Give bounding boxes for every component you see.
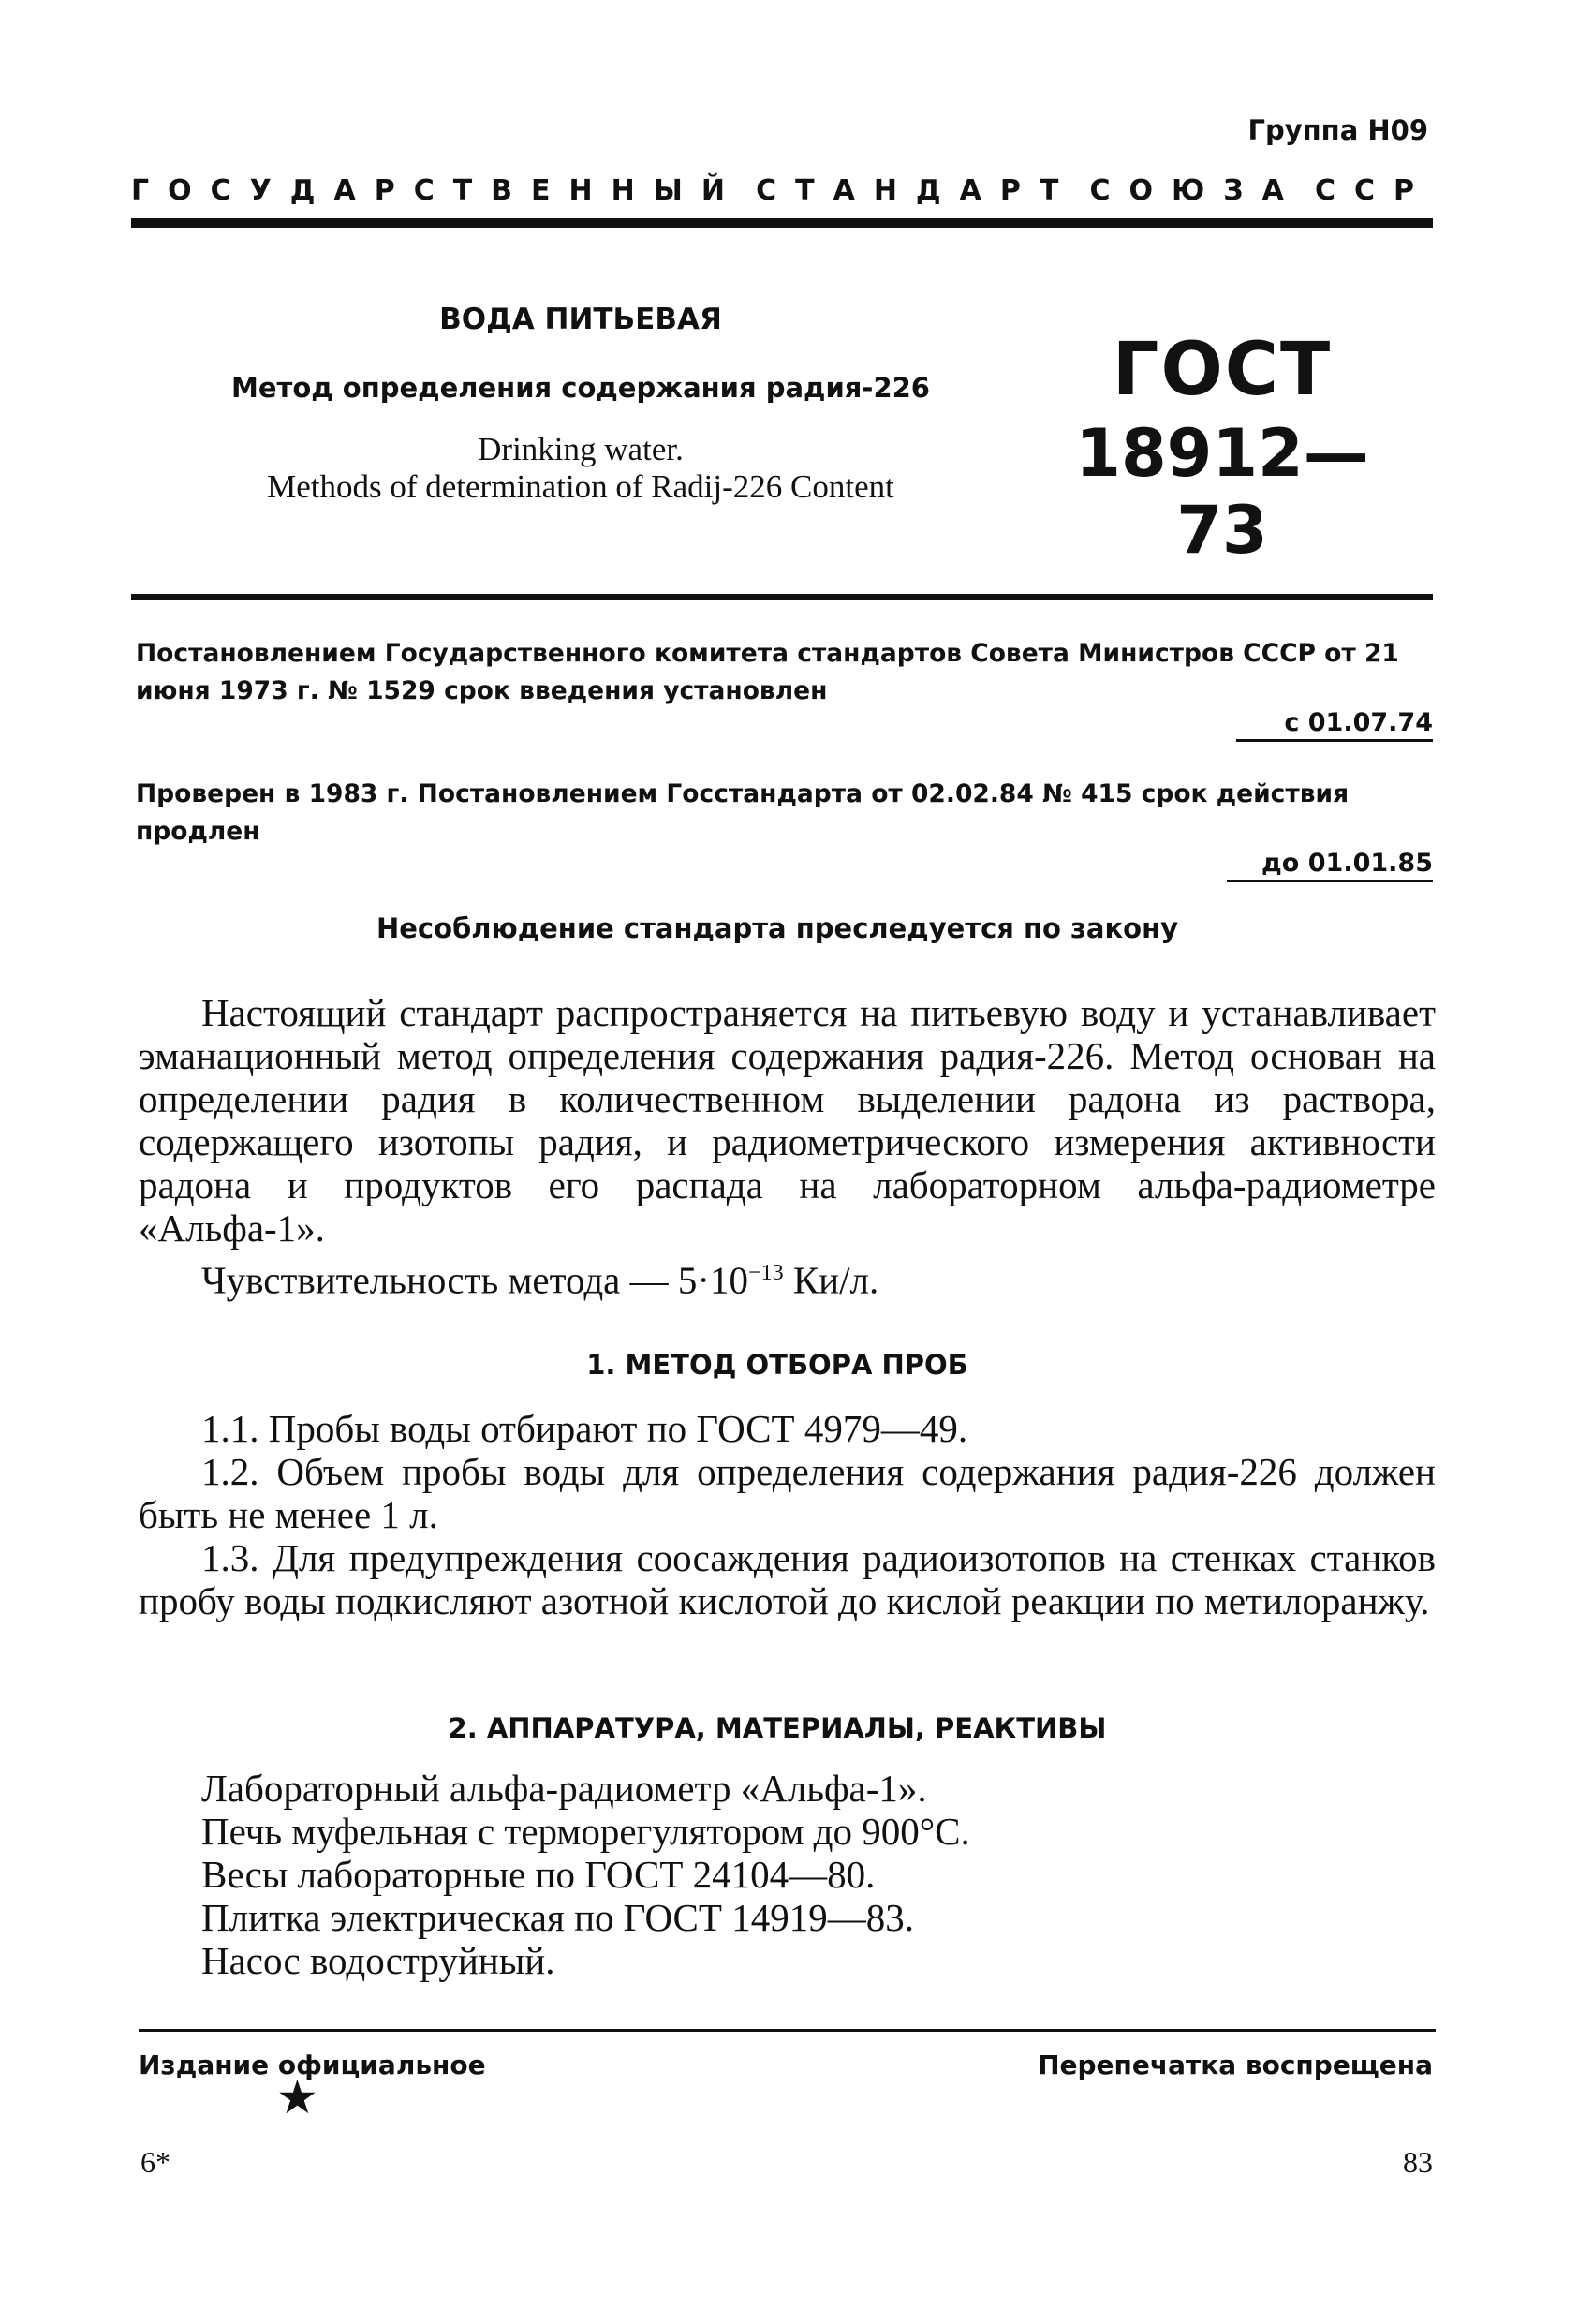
sensitivity-line bbox=[139, 1251, 1436, 1302]
banner-word: СТАНДАРТ bbox=[756, 174, 1078, 207]
sensitivity-unit: Ки/л. bbox=[783, 1258, 879, 1302]
legal-warning: Несоблюдение стандарта преследуется по закону bbox=[376, 912, 1179, 944]
section-2-heading: 2. АППАРАТУРА, МАТЕРИАЛЫ, РЕАКТИВЫ bbox=[448, 1712, 1107, 1744]
list-item: Печь муфельная с терморегулятором до 900°С. bbox=[201, 1810, 970, 1853]
footer-divider bbox=[139, 2029, 1436, 2032]
page-number: 83 bbox=[1403, 2145, 1433, 2179]
apparatus-list bbox=[201, 1767, 1419, 1982]
effective-date: с 01.07.74 bbox=[1236, 708, 1433, 742]
decree-text: Постановлением Государственного комитета стандартов Совета Министров СССР от 21 июня 1973 г. № 1529 срок введения установлен bbox=[136, 639, 1399, 705]
document-title: ВОДА ПИТЬЕВАЯ bbox=[439, 303, 722, 336]
title-divider bbox=[131, 594, 1433, 600]
list-item: Насос водоструйный. bbox=[201, 1939, 555, 1982]
gost-label: ГОСТ bbox=[1112, 328, 1333, 412]
clause-1-1: 1.1. Пробы воды отбирают по ГОСТ 4979—49. bbox=[201, 1407, 968, 1450]
sensitivity-prefix: Чувствительность метода — 5·10 bbox=[201, 1258, 749, 1302]
edition-note: Издание официальное bbox=[139, 2050, 486, 2080]
group-code: Группа Н09 bbox=[1247, 114, 1428, 146]
banner-word: СОЮЗА bbox=[1089, 174, 1303, 207]
printer-signature: 6* bbox=[140, 2145, 170, 2179]
banner-word: ССР bbox=[1314, 174, 1433, 207]
list-item: Весы лабораторные по ГОСТ 24104—80. bbox=[201, 1853, 876, 1896]
english-title-line2: Methods of determination of Radij-226 Content bbox=[267, 468, 894, 505]
state-standard-banner bbox=[131, 174, 1433, 207]
intro-paragraph: Настоящий стандарт распространяется на питьевую воду и устанавливает эманационный метод определения содержания радия-226. Метод основан на определении радия в количественном выделении радона из раствора, содержащего изотопы радия, и радиометрического измерения активности радона и продуктов его распада на лабораторном альфа-радиометре «Альфа-1». bbox=[139, 991, 1436, 1250]
gost-number: 18912—73 bbox=[1075, 415, 1369, 569]
list-item: Лабораторный альфа-радиометр «Альфа-1». bbox=[201, 1767, 927, 1810]
star-icon: ★ bbox=[276, 2070, 318, 2124]
reprint-note: Перепечатка воспрещена bbox=[1038, 2050, 1433, 2080]
document-subtitle: Метод определения содержания радия-226 bbox=[231, 372, 930, 404]
english-title-line1: Drinking water. bbox=[478, 431, 684, 467]
review-text: Проверен в 1983 г. Постановлением Госстандарта от 02.02.84 № 415 срок действия продлен bbox=[136, 779, 1350, 846]
sensitivity-exponent: −13 bbox=[748, 1261, 784, 1285]
list-item: Плитка электрическая по ГОСТ 14919—83. bbox=[201, 1896, 914, 1939]
clause-1-3: 1.3. Для предупреждения соосаждения радиоизотопов на стенках станков пробу воды подкисляют азотной кислотой до кислой реакции по метилоранжу. bbox=[139, 1536, 1436, 1622]
section-1-heading: 1. МЕТОД ОТБОРА ПРОБ bbox=[586, 1349, 968, 1381]
banner-word: ГОСУДАРСТВЕННЫЙ bbox=[131, 174, 744, 207]
top-divider bbox=[131, 218, 1433, 228]
extended-date: до 01.01.85 bbox=[1227, 849, 1433, 882]
clause-1-2: 1.2. Объем пробы воды для определения содержания радия-226 должен быть не менее 1 л. bbox=[139, 1450, 1436, 1536]
